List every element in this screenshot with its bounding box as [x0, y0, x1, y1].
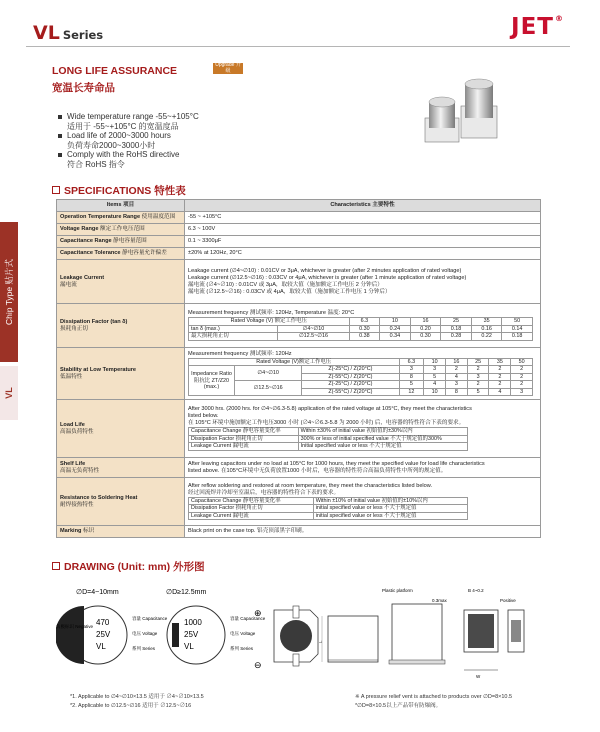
voltage-callout: 电压 Voltage — [132, 631, 158, 636]
criteria-label: Leakage Current 漏电流 — [189, 512, 314, 520]
criteria-value: initial specified value or less 不大于规定值 — [313, 512, 467, 520]
item-cn: 标识 — [83, 528, 95, 534]
ratio-value: 4 — [424, 381, 446, 389]
jet-logo — [511, 14, 564, 40]
char-shelf-life — [185, 458, 541, 478]
footnote-2: *2. Applicable to ∅12.5~∅16 适用于 ∅12.5~∅16 — [70, 703, 192, 709]
stability-subtable — [188, 358, 533, 397]
capacitance-callout: 容量 Capacitance — [132, 616, 168, 621]
dim-b: B 4~0.2 — [468, 588, 484, 593]
table-row — [57, 458, 541, 478]
char-dissipation-factor — [185, 304, 541, 348]
voltage-cell: 25 — [467, 358, 489, 366]
criteria-label: Leakage Current 漏电流 — [189, 443, 299, 451]
criteria-value: initial specified value or less 不大于规定值 — [313, 505, 467, 513]
item-cn: 高温无负荷特性 — [60, 467, 100, 474]
footnote-3: ※ A pressure relief vent is attached to products over ∅D=8×10.5 — [355, 694, 513, 700]
drawing-heading — [52, 559, 205, 574]
negative-label: 负极标识 Negative — [56, 624, 94, 629]
condition-cell: Z(-55°C) / Z(20°C) — [302, 373, 399, 381]
tan-value: 0.18 — [502, 333, 533, 341]
long-life-title: LONG LIFE ASSURANCE — [52, 65, 178, 77]
terminal-lead — [511, 620, 521, 642]
voltage-cell: 6.3 — [349, 318, 380, 326]
ratio-value: 2 — [467, 366, 489, 374]
large-cap-capacitance: 1000 — [184, 618, 202, 627]
item-en: Stability at Low Temperature — [60, 366, 137, 373]
large-negative-marking — [172, 623, 179, 647]
table-row — [57, 348, 541, 400]
front-view-fill — [468, 614, 494, 648]
table-row — [57, 248, 541, 260]
size-cell: ∅4~∅10 — [278, 325, 349, 333]
voltage-cell: 50 — [502, 318, 533, 326]
condition-cell: Z(-25°C) / Z(20°C) — [302, 381, 399, 389]
ratio-value: 2 — [489, 366, 511, 374]
side-series-label: VL — [4, 387, 14, 399]
item-load-life — [57, 400, 185, 458]
item-cn: 低温特性 — [60, 373, 83, 380]
specifications-table — [56, 199, 541, 538]
size-cell: ∅12.5~∅16 — [278, 333, 349, 341]
voltage-cell: 35 — [471, 318, 502, 326]
criteria-value: Within ±30% of initial value 初始值的±30%以内 — [298, 428, 467, 436]
series-heading — [33, 22, 103, 44]
item-cn: 漏电流 — [60, 281, 77, 288]
tan-value: 0.38 — [349, 333, 380, 341]
table-row — [57, 400, 541, 458]
item-capacitance-range — [57, 236, 185, 248]
large-diameter-label: ∅D≥12.5mm — [166, 589, 207, 596]
ratio-value: 2 — [467, 381, 489, 389]
voltage-callout-2: 电压 Voltage — [230, 631, 256, 636]
item-en: Capacitance Tolerance — [60, 250, 121, 256]
char-soldering-heat — [185, 478, 541, 526]
table-row — [57, 260, 541, 304]
leakage-line: Leakage current (∅4~∅10) : 0.01CV or 3μA, whichever is greater (after 2 minutes application of rated voltage) — [188, 267, 462, 274]
outline-drawing — [56, 580, 536, 710]
header-divider — [26, 46, 570, 47]
ratio-value: 3 — [399, 366, 424, 374]
criteria-label: Dissipation Factor 损耗角正切 — [189, 505, 314, 513]
large-cap-voltage: 25V — [184, 630, 199, 639]
impedance-label: Impedance Ratio 阻抗比 ZT/Z20 (max.) — [189, 366, 235, 396]
tan-value: 0.24 — [380, 325, 411, 333]
specifications-heading — [52, 183, 186, 198]
ratio-value: 5 — [399, 381, 424, 389]
tan-value: 0.30 — [349, 325, 380, 333]
criteria-value: 300% or less of initial specified value 不大于规定值的300% — [298, 435, 467, 443]
plastic-platform — [389, 660, 445, 664]
dim-03max: 0.3max — [432, 598, 447, 603]
size-cell: ∅12.5~∅16 — [235, 381, 302, 396]
soldering-line: After reflow soldering and restored at room temperature, they meet the characteristics listed below. — [188, 482, 433, 489]
positive-symbol: ⊕ — [254, 608, 262, 618]
tan-value: 0.30 — [410, 333, 441, 341]
table-row — [57, 212, 541, 224]
item-operation-temp — [57, 212, 185, 224]
item-en: Marking — [60, 528, 82, 534]
item-stability-low-temp — [57, 348, 185, 400]
large-cap-series: VL — [184, 642, 194, 651]
item-cn: 静电容量允许偏差 — [122, 250, 167, 256]
item-marking — [57, 526, 185, 538]
voltage-cell: 16 — [410, 318, 441, 326]
ratio-value: 12 — [399, 388, 424, 396]
load-life-line: 在 105°C 环境中施加额定工作电压3000 小时 (∅4~∅6.3-5.8 为 2000 小时) 后，电容器的特性符合下表的要求。 — [188, 420, 465, 427]
tan-value: 0.22 — [471, 333, 502, 341]
dim-length: L — [318, 640, 323, 643]
table-header-row — [57, 200, 541, 212]
ratio-value: 4 — [489, 388, 511, 396]
logo-text: JET — [511, 14, 554, 40]
criteria-value: Initial specified value or less 不大于规定值 — [298, 443, 467, 451]
tan-label-cn: 最大损耗角正切 — [189, 333, 278, 341]
char-leakage-current — [185, 260, 541, 304]
small-cap-voltage: 25V — [96, 630, 111, 639]
voltage-cell: 35 — [489, 358, 511, 366]
rated-voltage-label: Rated Voltage (V) 额定工作电压 — [189, 318, 350, 326]
feature-item: Wide temperature range -55~+105°C — [58, 112, 199, 122]
feature-item-cn: 负荷寿命2000~3000小时 — [67, 140, 156, 150]
feature-item-cn: 适用于 -55~+105°C 的宽温度品 — [67, 121, 179, 131]
char-stability-low-temp — [185, 348, 541, 400]
voltage-cell: 6.3 — [399, 358, 424, 366]
item-en: Resistance to Soldering Heat — [60, 494, 138, 501]
char-voltage-range: 6.3 ~ 100V — [185, 224, 541, 236]
bottom-view-can — [280, 620, 312, 652]
item-en: Operation Temperature Range — [60, 214, 141, 220]
item-cn: 损耗角正切 — [60, 325, 88, 332]
header-characteristics: Characteristics 主要特性 — [185, 200, 541, 212]
ratio-value: 2 — [489, 373, 511, 381]
negative-symbol: ⊖ — [254, 660, 262, 670]
leakage-line: 漏电流 (∅12.5~∅16) : 0.03CV 或 4μA，取较大值（施加额定工作电压 1 分钟后） — [188, 288, 391, 295]
series-word: Series — [62, 28, 104, 42]
footnote-4: *∅D=8×10.5以上产品带有防爆阀。 — [355, 703, 442, 709]
terminal-top — [293, 606, 299, 618]
criteria-label: Dissipation Factor 损耗角正切 — [189, 435, 299, 443]
feature-item: Load life of 2000~3000 hours — [58, 131, 199, 141]
ratio-value: 2 — [511, 381, 533, 389]
feature-list — [58, 112, 199, 169]
item-soldering-heat — [57, 478, 185, 526]
voltage-cell: 25 — [441, 318, 472, 326]
side-view-2 — [392, 604, 442, 662]
load-life-criteria — [188, 427, 468, 451]
criteria-value: Within ±10% of initial value 初始值的±10%以内 — [313, 497, 467, 505]
footnote-1: *1. Applicable to ∅4~∅10×13.5 适用于 ∅4~∅10×13.5 — [70, 694, 204, 700]
load-life-line: After 3000 hrs. (2000 hrs. for ∅4~∅6.3-5.8) application of the rated voltage at 105°C, they meet the characteristics — [188, 406, 472, 413]
item-en: Shelf Life — [60, 460, 86, 467]
tan-value: 0.14 — [502, 325, 533, 333]
table-row — [57, 224, 541, 236]
capacitance-callout-2: 容量 Capacitance — [230, 616, 266, 621]
tan-value: 0.20 — [410, 325, 441, 333]
char-load-life — [185, 400, 541, 458]
plastic-platform-label: Plastic platform — [382, 588, 413, 593]
dim-w: W — [476, 674, 481, 679]
tan-value: 0.16 — [471, 325, 502, 333]
load-life-line: listed below. — [188, 413, 219, 420]
logo-registered-mark: ® — [555, 14, 564, 23]
series-code: VL — [33, 22, 60, 44]
long-life-title-cn: 宽温长寿命品 — [52, 82, 115, 94]
series-callout-2: 系列 Series — [230, 646, 254, 651]
criteria-label: Capacitance Change 静电容量变化率 — [189, 428, 299, 436]
size-cell: ∅4~∅10 — [235, 366, 302, 381]
ratio-value: 2 — [511, 373, 533, 381]
small-diameter-label: ∅D=4~10mm — [76, 589, 119, 596]
item-en: Load Life — [60, 421, 85, 428]
ratio-value: 5 — [467, 388, 489, 396]
tan-value: 0.18 — [441, 325, 472, 333]
condition-cell: Z(-25°C) / Z(20°C) — [302, 366, 399, 374]
rated-voltage-label: Rated Voltage (V)额定工作电压 — [189, 358, 400, 366]
side-tab-series — [0, 366, 18, 420]
leakage-line: Leakage current (∅12.5~∅16) : 0.03CV or 4μA, whichever is greater (after 1 minute application of rated voltage) — [188, 274, 467, 281]
small-cap-series: VL — [96, 642, 106, 651]
ratio-value: 3 — [467, 373, 489, 381]
ratio-value: 2 — [445, 366, 467, 374]
ratio-value: 3 — [445, 381, 467, 389]
item-en: Voltage Range — [60, 226, 99, 232]
shelf-life-line: listed above. 在105°C环境中无负荷放置1000 小时后，电容器的特性符合高温负荷特性中所列的规定值。 — [188, 467, 447, 474]
table-row — [57, 526, 541, 538]
side-tab-chip-type — [0, 222, 18, 362]
stability-freq: Measurement frequency 测试频率: 120Hz — [188, 350, 292, 357]
terminal-bottom — [293, 654, 299, 666]
dissipation-freq: Measurement frequency 测试频率: 120Hz, Temperature 温度: 20°C — [188, 310, 355, 317]
item-en: Dissipation Factor (tan δ) — [60, 318, 128, 325]
tan-value: 0.28 — [441, 333, 472, 341]
voltage-cell: 16 — [445, 358, 467, 366]
char-operation-temp: -55 ~ +105°C — [185, 212, 541, 224]
soldering-criteria — [188, 497, 468, 521]
item-cn: 额定工作电压范围 — [100, 226, 145, 232]
item-cn: 静电容量范围 — [113, 238, 147, 244]
header-items: Items 项目 — [57, 200, 185, 212]
item-en: Leakage Current — [60, 274, 105, 281]
item-shelf-life — [57, 458, 185, 478]
ratio-value: 2 — [489, 381, 511, 389]
ratio-value: 10 — [424, 388, 446, 396]
positive-label: Positive — [500, 598, 516, 603]
char-marking: Black print on the case top. 铝壳顶部黑字印刷。 — [185, 526, 541, 538]
ratio-value: 4 — [445, 373, 467, 381]
item-cn: 耐焊接热特性 — [60, 501, 94, 508]
voltage-cell: 10 — [380, 318, 411, 326]
voltage-cell: 50 — [511, 358, 533, 366]
feature-item: Comply with the RoHS directive — [58, 150, 199, 160]
dissipation-subtable — [188, 317, 533, 341]
shelf-life-line: After leaving capacitors under no load at 105°C for 1000 hours, they meet the specified value for load life characteristics — [188, 460, 485, 467]
item-cn: 使用温度范围 — [141, 214, 176, 220]
soldering-line: 经过回流焊并冷却至室温后，电容器的特性符合下表的要求。 — [188, 489, 340, 496]
drawing-title: DRAWING (Unit: mm) 外形图 — [64, 561, 205, 573]
table-row — [57, 236, 541, 248]
char-capacitance-range: 0.1 ~ 3300μF — [185, 236, 541, 248]
upgrade-badge: Upgrade 升级 — [213, 63, 243, 74]
ratio-value: 3 — [424, 366, 446, 374]
tan-value: 0.34 — [380, 333, 411, 341]
item-cn: 高温负荷特性 — [60, 428, 94, 435]
ratio-value: 3 — [511, 388, 533, 396]
tan-label: tan δ (max.) — [189, 325, 278, 333]
leakage-line: 漏电流 (∅4~∅10) : 0.01CV 或 3μA，取较大值（施加额定工作电压 2 分钟后） — [188, 281, 383, 288]
item-dissipation-factor — [57, 304, 185, 348]
series-callout: 系列 Series — [132, 646, 156, 651]
feature-item-cn: 符合 RoHS 指令 — [67, 159, 125, 169]
table-row — [57, 478, 541, 526]
side-tab-label: Chip Type 贴片式 — [4, 259, 14, 325]
table-row — [57, 304, 541, 348]
condition-cell: Z(-55°C) / Z(20°C) — [302, 388, 399, 396]
ratio-value: 2 — [511, 366, 533, 374]
item-en: Capacitance Range — [60, 238, 112, 244]
capacitor-photo-illustration — [423, 78, 501, 148]
item-capacitance-tolerance — [57, 248, 185, 260]
side-view-1 — [328, 616, 378, 662]
small-cap-capacitance: 470 — [96, 618, 110, 627]
criteria-label: Capacitance Change 静电容量变化率 — [189, 497, 314, 505]
ratio-value: 5 — [424, 373, 446, 381]
voltage-cell: 10 — [424, 358, 446, 366]
item-voltage-range — [57, 224, 185, 236]
specifications-title: SPECIFICATIONS 特性表 — [64, 185, 186, 197]
item-leakage-current — [57, 260, 185, 304]
char-capacitance-tolerance: ±20% at 120Hz, 20°C — [185, 248, 541, 260]
ratio-value: 8 — [445, 388, 467, 396]
ratio-value: 8 — [399, 373, 424, 381]
